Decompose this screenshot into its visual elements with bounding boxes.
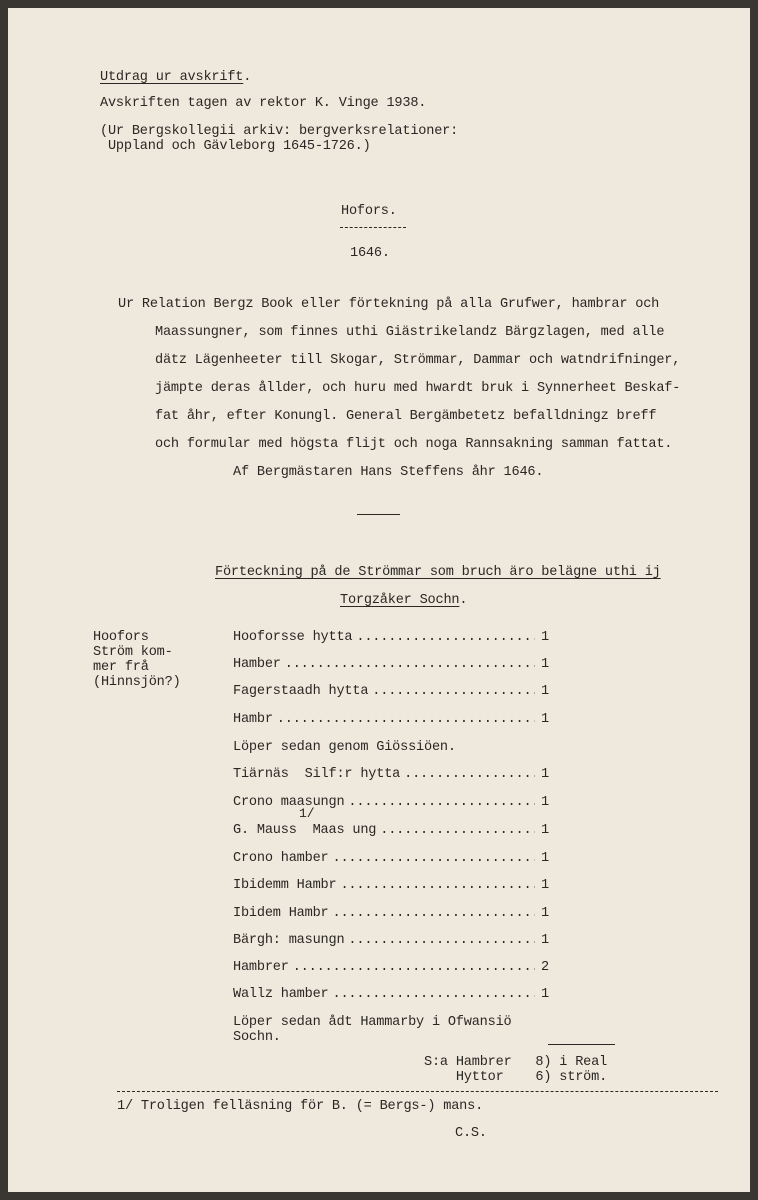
dot-leader (285, 657, 535, 672)
footnote-rule (117, 1091, 718, 1092)
item-label: Crono hamber (233, 851, 329, 866)
list-item (233, 851, 549, 866)
item-label: Wallz hamber (233, 987, 329, 1002)
year-heading: 1646. (350, 246, 390, 261)
dot-leader (277, 712, 535, 727)
summary-line: Hyttor 6) ström. (424, 1070, 608, 1085)
item-qty: 1 (541, 630, 549, 645)
section-rule (357, 514, 400, 515)
item-label: Fagerstaadh hytta (233, 684, 369, 699)
list-item (233, 684, 549, 699)
signature: C.S. (455, 1126, 487, 1141)
item-qty: 1 (541, 987, 549, 1002)
footnote-mark: 1/ (299, 806, 315, 821)
item-qty: 1 (541, 712, 549, 727)
intro-line: och formular med högsta flijt och noga Rannsakning samman fattat. (155, 437, 673, 452)
list-note: Sochn. (233, 1030, 281, 1045)
sum-rule (548, 1044, 615, 1045)
list-item (233, 630, 549, 645)
side-note-line: (Hinnsjön?) (93, 675, 181, 690)
dot-leader (372, 684, 535, 699)
list-item (233, 878, 549, 893)
item-qty: 1 (541, 767, 549, 782)
dot-leader (348, 933, 535, 948)
copied-by: Avskriften tagen av rektor K. Vinge 1938. (100, 96, 427, 111)
item-qty: 1 (541, 795, 549, 810)
item-qty: 2 (541, 960, 549, 975)
item-label: Tiärnäs Silf:r hytta (233, 767, 401, 782)
item-label: Ibidem Hambr (233, 906, 329, 921)
intro-line: fat åhr, efter Konungl. General Bergämbetetz befalldningz breff (155, 409, 657, 424)
dot-leader (348, 795, 535, 810)
list-title-line-1: Förteckning på de Strömmar som bruch äro belägne uthi ij (215, 565, 661, 580)
list-title-line-2 (340, 593, 467, 608)
item-qty: 1 (541, 933, 549, 948)
side-note-line: Hoofors (93, 630, 149, 645)
item-qty: 1 (541, 851, 549, 866)
list-item (233, 795, 549, 810)
list-item (233, 933, 549, 948)
item-label: Bärgh: masungn (233, 933, 345, 948)
dot-leader (333, 987, 536, 1002)
item-label: Hambrer (233, 960, 289, 975)
heading-rule (340, 227, 406, 228)
list-item (233, 823, 549, 838)
dot-leader (340, 878, 535, 893)
item-label: Crono maasungn (233, 795, 345, 810)
item-qty: 1 (541, 906, 549, 921)
list-title-parish: Torgzåker Sochn (340, 593, 460, 608)
dot-leader (356, 630, 535, 645)
list-item (233, 906, 549, 921)
item-label: Ibidemm Hambr (233, 878, 337, 893)
intro-line: jämpte deras ållder, och huru med hwardt bruk i Synnerheet Beskaf- (155, 381, 681, 396)
list-item (233, 960, 549, 975)
intro-line: Ur Relation Bergz Book eller förtekning på alla Grufwer, hambrar och (118, 297, 660, 312)
source-line-2: Uppland och Gävleborg 1645-1726.) (100, 139, 371, 154)
list-note: Löper sedan genom Giössiöen. (233, 740, 456, 755)
summary-line: S:a Hambrer 8) i Real (424, 1055, 608, 1070)
intro-line: dätz Lägenheeter till Skogar, Strömmar, Dammar och watndrifninger, (155, 353, 681, 368)
item-label: Hambr (233, 712, 273, 727)
item-qty: 1 (541, 657, 549, 672)
dot-leader (404, 767, 535, 782)
list-title-punct: . (459, 593, 468, 608)
item-qty: 1 (541, 684, 549, 699)
dot-leader (380, 823, 535, 838)
intro-line: Af Bergmästaren Hans Steffens åhr 1646. (233, 465, 544, 480)
list-item (233, 712, 549, 727)
list-item (233, 767, 549, 782)
side-note-line: mer frå (93, 660, 149, 675)
dot-leader (333, 906, 536, 921)
intro-line: Maassungner, som finnes uthi Giästrikelandz Bärgzlagen, med alle (155, 325, 665, 340)
dot-leader (293, 960, 535, 975)
source-line-1: (Ur Bergskollegii arkiv: bergverksrelationer: (100, 124, 459, 139)
dot-leader (333, 851, 536, 866)
item-label: Hooforsse hytta (233, 630, 353, 645)
list-item (233, 987, 549, 1002)
place-heading: Hofors. (341, 204, 397, 219)
footnote: 1/ Troligen felläsning för B. (= Bergs-) mans. (117, 1099, 484, 1114)
item-label: Hamber (233, 657, 281, 672)
document-title (100, 70, 251, 85)
item-qty: 1 (541, 823, 549, 838)
item-qty: 1 (541, 878, 549, 893)
list-item (233, 657, 549, 672)
list-note: Löper sedan ådt Hammarby i Ofwansiö (233, 1015, 512, 1030)
title-punct: . (243, 70, 252, 85)
title-text: Utdrag ur avskrift (100, 70, 244, 85)
item-label: G. Mauss Maas ung (233, 823, 377, 838)
side-note-line: Ström kom- (93, 645, 173, 660)
